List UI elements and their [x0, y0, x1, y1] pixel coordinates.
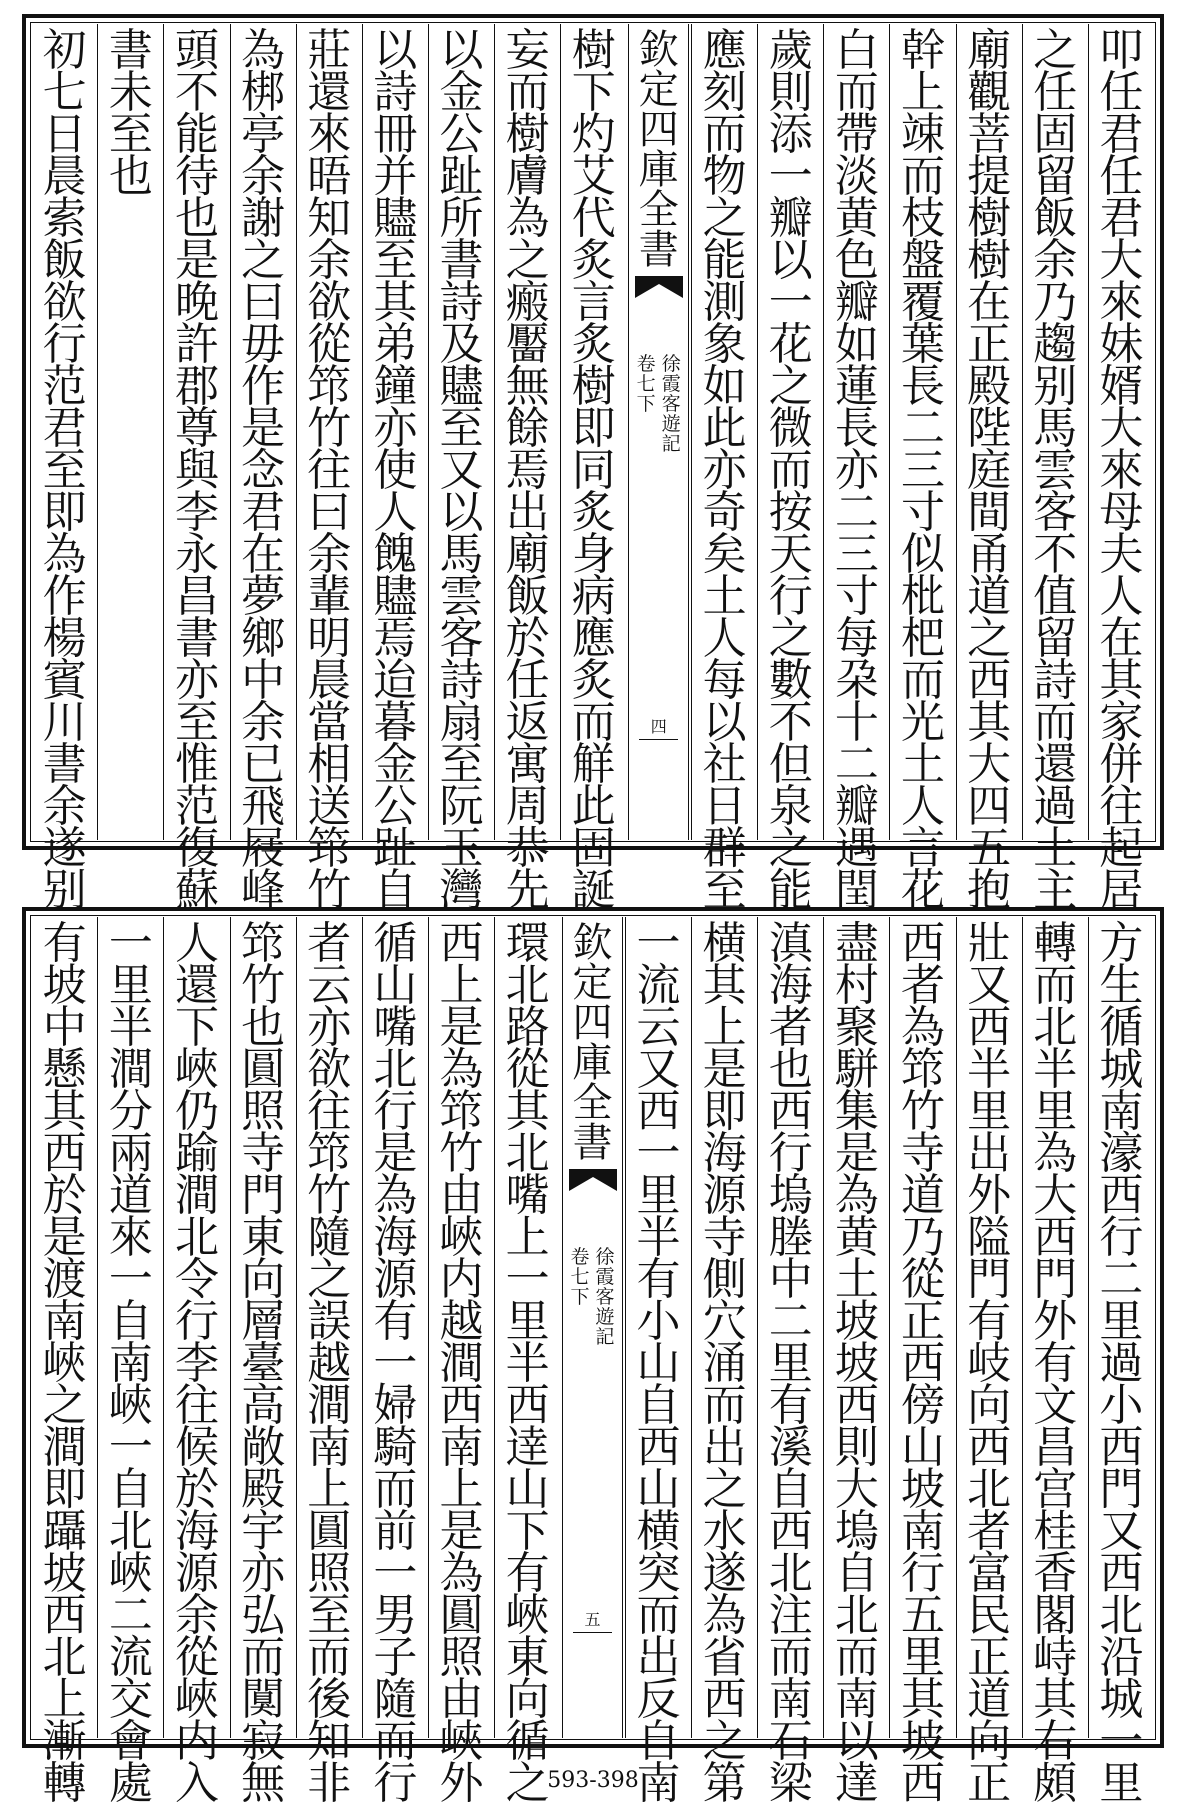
column-text: 歲 則 添 一 瓣 以 一 花 之 微 而 按 天 行 之 數 不 但 泉 之 能: [768, 25, 813, 916]
work-and-volume: [629, 354, 688, 454]
text-column: [757, 917, 823, 1809]
fish-tail-mark-icon: [635, 276, 683, 298]
gutter-rule: [639, 739, 678, 740]
text-column: [163, 917, 229, 1809]
column-text: 環 北 路 從 其 北 嘴 上 一 里 半 西 逹 山 下 有 峽 東 向 循 之: [505, 918, 550, 1809]
text-column: [428, 24, 494, 916]
text-column: [625, 917, 691, 1809]
text-column: [1088, 24, 1154, 916]
text-column: [362, 917, 428, 1809]
text-column: [823, 24, 889, 916]
column-text: 為 梆 亭 余 謝 之 曰 毋 作 是 念 君 在 夢 鄉 中 余 已 飛 屐 峰: [241, 25, 286, 916]
book-title: 欽 定 四 庫 全 書: [638, 27, 679, 273]
text-column: [32, 917, 97, 1809]
book-title: 欽 定 四 庫 全 書: [572, 920, 613, 1166]
catalog-number: 593-398: [547, 1768, 639, 1793]
column-text: 廟 觀 菩 提 樹 樹 在 正 殿 陛 庭 間 甬 道 之 西 其 大 四 五 抱: [967, 25, 1012, 916]
text-column: [494, 917, 560, 1809]
column-text: 西 上 是 為 筇 竹 由 峽 内 越 澗 西 南 上 是 為 圓 照 由 峽 外: [439, 918, 484, 1809]
text-column: [757, 24, 823, 916]
column-text: 應 刻 而 物 之 能 測 象 如 此 亦 奇 矣 土 人 每 以 社 日 群 至: [702, 25, 747, 916]
column-text: 之 任 固 留 飯 余 乃 趨 别 馬 雲 客 不 值 留 詩 而 還 過 土 主: [1033, 25, 1078, 916]
text-column: [1022, 917, 1088, 1809]
text-column: [296, 24, 362, 916]
column-text: 叩 任 君 任 君 大 來 妹 婿 大 來 母 夫 人 在 其 家 併 往 起 居: [1099, 25, 1144, 916]
text-column: [163, 24, 229, 916]
text-column: [230, 24, 296, 916]
work-title: 徐 霞 客 遊 記: [661, 353, 681, 455]
text-column: [823, 917, 889, 1809]
text-column: [1022, 24, 1088, 916]
work-and-volume: [563, 1247, 622, 1347]
center-gutter: [628, 24, 689, 840]
top-page: [22, 14, 1164, 916]
text-column: [691, 24, 757, 916]
column-text: 轉 而 北 半 里 為 大 西 門 外 有 文 昌 宫 桂 香 閣 峙 其 右 頗: [1033, 918, 1078, 1809]
work-title: 徐 霞 客 遊 記: [595, 1246, 615, 1348]
column-text: 以 金 公 趾 所 書 詩 及 贐 至 又 以 馬 雲 客 詩 扇 至 阮 玉 灣: [439, 25, 484, 916]
text-column: [889, 917, 955, 1809]
column-text: 一 流 云 又 西 一 里 半 有 小 山 自 西 山 横 突 而 出 反 自 南: [636, 918, 681, 1809]
fish-tail-mark-icon: [569, 1169, 617, 1191]
column-text: 妄 而 樹 膚 為 之 瘢 靨 無 餘 焉 出 廟 飯 於 任 返 寓 周 恭 先: [505, 25, 550, 916]
column-text: 筇 竹 也 圓 照 寺 門 東 向 層 臺 高 敞 殿 宇 亦 弘 而 闃 寂 無: [241, 918, 286, 1809]
column-text: 横 其 上 是 即 海 源 寺 側 穴 涌 而 出 之 水 遂 為 省 西 之 第: [702, 918, 747, 1809]
text-column: [362, 24, 428, 916]
center-gutter: [562, 917, 623, 1738]
volume-label: 卷 七 下: [570, 1246, 590, 1308]
column-text: 西 者 為 筇 竹 寺 道 乃 從 正 西 傍 山 坡 南 行 五 里 其 坡 西: [901, 918, 945, 1809]
column-text: 頭 不 能 待 也 是 晚 許 郡 尊 與 李 永 昌 書 亦 至 惟 范 復 蘇: [174, 25, 219, 916]
text-column: [560, 24, 626, 916]
page-number: 五: [584, 1610, 601, 1629]
text-column: [889, 24, 955, 916]
column-text: 以 詩 冊 并 贐 至 其 弟 鐘 亦 使 人 餽 贐 焉 迨 暮 金 公 趾 自: [373, 25, 418, 916]
column-text: 莊 還 來 晤 知 余 欲 從 筇 竹 往 曰 余 輩 明 晨 當 相 送 筇 竹: [307, 25, 352, 916]
text-column: [956, 24, 1022, 916]
text-column: [494, 24, 560, 916]
column-text: 幹 上 竦 而 枝 盤 覆 葉 長 二 三 寸 似 枇 杷 而 光 土 人 言 花: [901, 25, 945, 916]
text-column: [97, 917, 163, 1809]
text-column: [230, 917, 296, 1809]
text-column: [97, 24, 163, 840]
column-text: 壯 又 西 半 里 出 外 隘 門 有 岐 向 西 北 者 富 民 正 道 向 正: [967, 918, 1012, 1809]
column-text: 白 而 帶 淡 黄 色 瓣 如 蓮 長 亦 二 三 寸 每 朶 十 二 瓣 遇 閏: [834, 25, 879, 916]
text-column: [32, 24, 97, 916]
text-column: [296, 917, 362, 1809]
column-text: 人 還 下 峽 仍 踰 澗 北 令 行 李 往 候 於 海 源 余 從 峽 内 入: [174, 918, 219, 1809]
column-text: 一 里 半 澗 分 兩 道 來 一 自 南 峽 一 自 北 峽 二 流 交 會 處: [108, 918, 153, 1809]
column-text: 初 七 日 晨 索 飯 欲 行 范 君 至 即 為 作 楊 賓 川 書 余 遂 别: [42, 25, 87, 916]
column-text: 盡 村 聚 駢 集 是 為 黄 土 坡 坡 西 則 大 塢 自 北 而 南 以 達: [834, 918, 879, 1809]
column-text: 方 生 循 城 南 濠 西 行 二 里 過 小 西 門 又 西 北 沿 城 一 里: [1099, 918, 1144, 1809]
column-text: 有 坡 中 懸 其 西 於 是 渡 南 峽 之 澗 即 躡 坡 西 北 上 漸 轉: [42, 918, 87, 1809]
column-text: 者 云 亦 欲 往 筇 竹 隨 之 誤 越 澗 南 上 圓 照 至 而 後 知 非: [307, 918, 352, 1809]
page-number: 四: [650, 717, 667, 736]
text-column: [691, 917, 757, 1809]
text-column: [956, 917, 1022, 1809]
text-column: [1088, 917, 1154, 1809]
top-page-columns: [32, 24, 1154, 916]
column-text: 書 未 至 也: [108, 25, 153, 202]
column-text: 樹 下 灼 艾 代 炙 言 炙 樹 即 同 炙 身 病 應 炙 而 觧 此 固 誕: [571, 25, 616, 916]
text-column: [428, 917, 494, 1809]
column-text: 滇 海 者 也 西 行 塢 塍 中 二 里 有 溪 自 西 北 注 而 南 石 梁: [768, 918, 813, 1809]
volume-label: 卷 七 下: [636, 353, 656, 415]
column-text: 循 山 嘴 北 行 是 為 海 源 有 一 婦 騎 而 前 一 男 子 隨 而 行: [373, 918, 418, 1809]
gutter-rule: [573, 1632, 612, 1633]
